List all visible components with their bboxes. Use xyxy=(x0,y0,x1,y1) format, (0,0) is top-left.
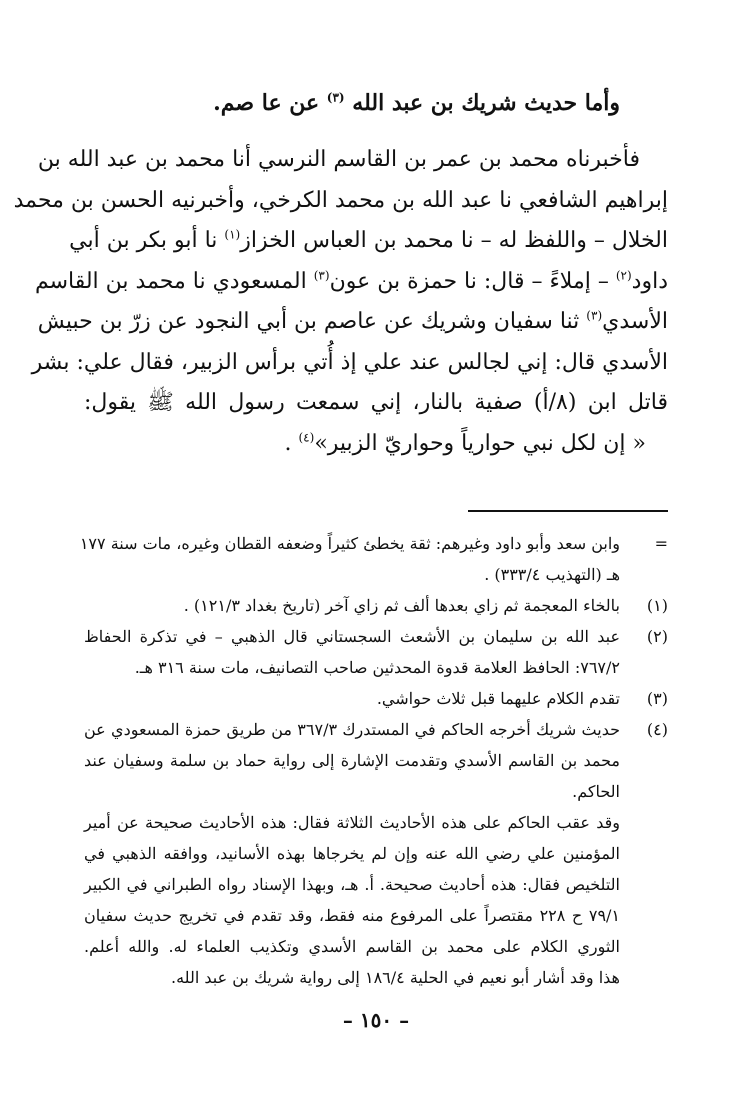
footnote xyxy=(84,621,668,683)
text-segment: المسعودي نا محمد بن القاسم xyxy=(34,268,314,294)
text-line xyxy=(13,181,668,222)
text-line xyxy=(69,221,668,262)
footnote-line: وقد عقب الحاكم على هذه الأحاديث الثلاثة فقال: هذه الأحاديث صحيحة عن أمير xyxy=(84,813,620,832)
page-number: – ١٥٠ – xyxy=(342,1008,410,1032)
text-line xyxy=(84,424,668,465)
footnote-ref: (٣) xyxy=(586,308,603,323)
text-segment: الخلال – واللفظ له – نا محمد بن العباس الخزاز xyxy=(240,228,668,253)
footnote-marker: (٤) xyxy=(646,720,668,739)
text-segment: الأسدي xyxy=(602,309,668,334)
text-segment: – إملاءً – قال: نا حمزة بن عون xyxy=(329,268,616,294)
footnote-line: الحاكم. xyxy=(572,782,620,801)
footnote-line: وابن سعد وأبو داود وغيرهم: ثقة يخطئ كثيراً وضعفه القطان وغيره، مات سنة ١٧٧ xyxy=(79,534,620,553)
text-segment: ثنا سفيان وشريك عن عاصم بن أبي النجود عن زرّ بن حبيش xyxy=(37,309,587,334)
text-segment: قاتل ابن (٨/أ) صفية بالنار، إني سمعت رسول الله ﷺ يقول: xyxy=(84,390,668,415)
footnote xyxy=(84,714,668,807)
footnote-line: حديث شريك أخرجه الحاكم في المستدرك ٣٦٧/٣ من طريق حمزة المسعودي عن xyxy=(84,720,621,739)
footnote xyxy=(84,683,668,714)
footnote-ref: (٤) xyxy=(298,430,315,445)
footnote-marker: (٢) xyxy=(646,627,668,646)
footnote-line: عبد الله بن سليمان بن الأشعث السجستاني قال الذهبي – في تذكرة الحفاظ xyxy=(84,627,620,646)
footnote-line: ٧٦٧/٢: الحافظ العلامة قدوة المحدثين صاحب التصانيف، مات سنة ٣١٦ هـ. xyxy=(134,658,620,677)
text-segment: فأخبرناه محمد بن عمر بن القاسم النرسي أنا محمد بن عبد الله بن xyxy=(37,147,640,172)
footnote-line: هذا وقد أشار أبو نعيم في الحلية ١٨٦/٤ إلى رواية شريك بن عبد الله. xyxy=(171,968,620,987)
text-line xyxy=(84,383,668,424)
text-segment: داود xyxy=(631,268,668,294)
footnote-line: بالخاء المعجمة ثم زاي بعدها ألف ثم زاي آخر (تاريخ بغداد ١٢١/٣) . xyxy=(183,596,620,615)
footnote-ref: (١) xyxy=(224,227,241,242)
text-segment: إبراهيم الشافعي نا عبد الله بن محمد الكرخي، وأخبرنيه الحسن بن محمد xyxy=(13,187,668,213)
text-line xyxy=(31,343,668,384)
footnote-line: المؤمنين علي رضي الله عنه وإن لم يخرجاها بهذه الأسانيد، ووافقه الذهبي في xyxy=(84,844,620,863)
footnote-marker: = xyxy=(654,534,668,553)
heading-text-end: عن عا صم. xyxy=(213,90,320,116)
heading-text: وأما حديث شريك بن عبد الله xyxy=(352,90,620,116)
text-segment: نا أبو بكر بن أبي xyxy=(69,228,225,253)
footnote-ref: (٢) xyxy=(615,268,632,283)
footnote xyxy=(79,528,668,590)
footnote xyxy=(84,590,668,621)
text-line xyxy=(37,140,668,181)
footnote-ref: (٣) xyxy=(313,268,330,283)
heading-footnote-ref: (٣) xyxy=(326,90,345,105)
footnote-line: الثوري الكلام على محمد بن القاسم الأسدي وتكذيب العلماء له. والله أعلم. xyxy=(84,937,620,956)
text-line xyxy=(37,302,668,343)
text-line xyxy=(34,262,668,303)
text-segment: « إن لكل نبي حوارياً وحواريّ الزبير» xyxy=(314,430,646,456)
text-segment: . xyxy=(284,430,299,456)
footnote-marker: (٣) xyxy=(646,689,668,708)
footnotes xyxy=(79,528,668,993)
footnote-line: تقدم الكلام عليهما قبل ثلاث حواشي. xyxy=(376,689,620,708)
footnote-line: هـ (التهذيب ٣٣٣/٤) . xyxy=(484,565,620,584)
main-text xyxy=(13,140,668,464)
footnote-divider xyxy=(468,510,668,512)
text-segment: الأسدي قال: إني لجالس عند علي إذ أُتي برأس الزبير، فقال علي: بشر xyxy=(31,349,668,375)
footnote-line: ٧٩/١ ح ٢٢٨ مقتصراً على المرفوع منه فقط، وقد تقدم في تخريج حديث سفيان xyxy=(84,906,621,925)
section-heading xyxy=(150,86,620,120)
footnote-line: محمد بن القاسم الأسدي وتقدمت الإشارة إلى رواية حماد بن سلمة وسفيان عند xyxy=(84,751,620,770)
footnote xyxy=(84,807,668,993)
footnote-marker: (١) xyxy=(646,596,668,615)
footnote-line: التلخيص فقال: هذه أحاديث صحيحة. أ. هـ، وبهذا الإسناد رواه الطبراني في الكبير xyxy=(84,875,620,894)
